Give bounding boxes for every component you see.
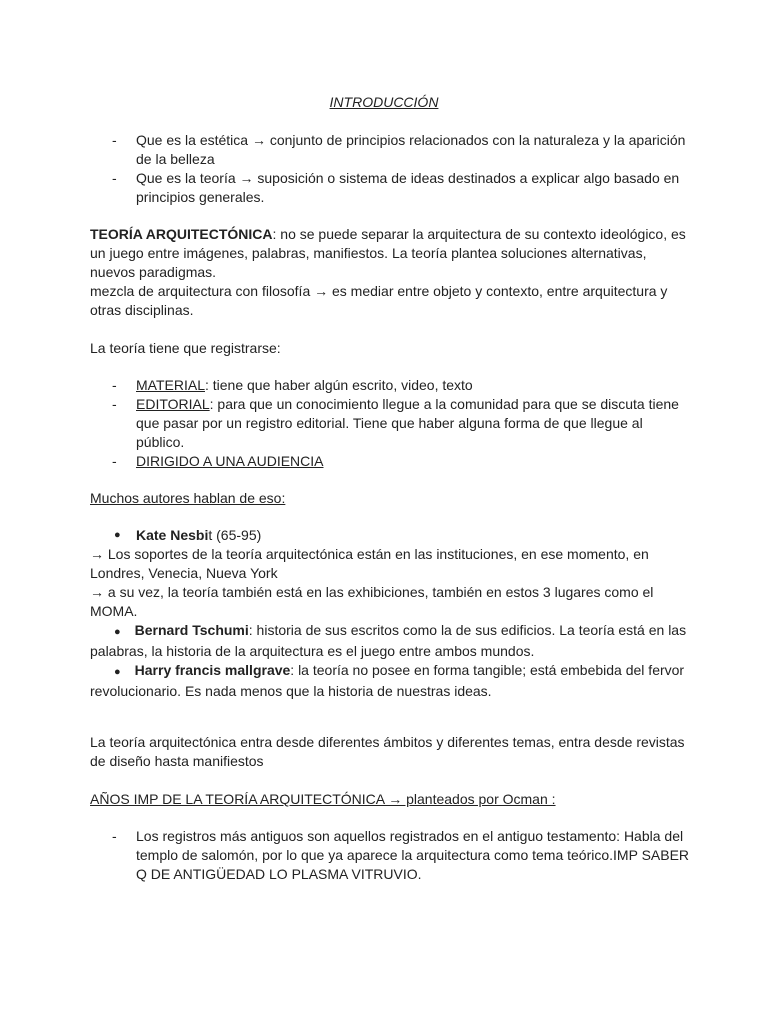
dash-marker: - [112,453,117,469]
bullet-marker: ● [114,529,121,541]
author-years: (65-95) [212,527,262,543]
author-name: Kate Nesbi [136,527,209,543]
author-name: Harry francis mallgrave [134,662,291,678]
list-item-term: MATERIAL [136,377,205,393]
ambitos-paragraph: La teoría arquitectónica entra desde diferentes ámbitos y diferentes temas, entra desde revistas de diseño hasta manifiestos [90,734,685,769]
list-item-text: Que es la estética → conjunto de principios relacionados con la naturaleza y la aparición de la belleza [136,132,686,167]
list-item-text: Los registros más antiguos son aquellos registrados en el antiguo testamento: Habla del templo de salomón, por lo que ya aparece la arquitectura como tema teórico.IMP SABER Q DE ANTIGÜEDAD LO PLASMA VITRUVIO. [136,828,690,882]
registrarse-list [90,376,690,471]
list-item-text: Que es la teoría → suposición o sistema de ideas destinados a explicar algo basado en principios generales. [136,170,680,205]
list-item [90,452,690,471]
list-item [90,169,690,207]
autores-lead: Muchos autores hablan de eso: [90,490,286,506]
author-item [90,526,690,545]
list-item-term: EDITORIAL [136,396,210,412]
dash-marker: - [112,377,117,393]
kate-note-2: → a su vez, la teoría también está en las exhibiciones, también en estos 3 lugares como el MOMA. [90,584,654,619]
list-item-term: DIRIGIDO A UNA AUDIENCIA [136,453,324,469]
dash-marker: - [112,396,117,412]
list-item [90,131,690,169]
dash-marker: - [112,828,117,844]
author-name: Bernard Tschumi [134,622,249,638]
autores-section [90,526,690,701]
kate-note-1: → Los soportes de la teoría arquitectónica están en las instituciones, en ese momento, en Londres, Venecia, Nueva York [90,546,649,581]
author-description: : historia de sus escritos como la de sus edificios. La teoría está en las palabras, la historia de la arquitectura es el juego entre ambos mundos. [90,622,687,659]
author-item [90,621,690,661]
teoria-paragraph [90,225,690,320]
bullet-marker: ● [114,666,121,678]
teoria-term: TEORÍA ARQUITECTÓNICA [90,226,273,242]
anios-heading: AÑOS IMP DE LA TEORÍA ARQUITECTÓNICA → planteados por Ocman : [90,791,556,807]
list-item [90,395,690,452]
list-item-text: : para que un conocimiento llegue a la comunidad para que se discuta tiene que pasar por un registro editorial. Tiene que haber alguna forma de que llegue al público. [136,396,679,450]
author-description: : la teoría no posee en forma tangible; está embebida del fervor revolucionario. Es nada menos que la historia de nuestras ideas. [90,662,685,699]
bullet-marker: ● [114,626,121,638]
list-item [90,827,690,884]
list-item-text: : tiene que haber algún escrito, video, texto [204,377,473,393]
teoria-mezcla: mezcla de arquitectura con filosofía → es mediar entre objeto y contexto, entre arquitectura y otras disciplinas. [90,283,668,318]
teoria-definition-text: : no se puede separar la arquitectura de su contexto ideológico, es un juego entre imágenes, palabras, manifiestos. La teoría plantea soluciones alternativas, nuevos paradigmas. [90,226,686,280]
list-item [90,376,690,395]
page-title: INTRODUCCIÓN [329,94,439,110]
author-item [90,661,690,701]
dash-marker: - [112,170,117,186]
teoria-definition [90,225,690,282]
intro-list [90,131,690,207]
dash-marker: - [112,132,117,148]
author-name-rest: t [208,527,213,543]
anios-list [90,827,690,884]
registrarse-lead: La teoría tiene que registrarse: [90,340,281,356]
